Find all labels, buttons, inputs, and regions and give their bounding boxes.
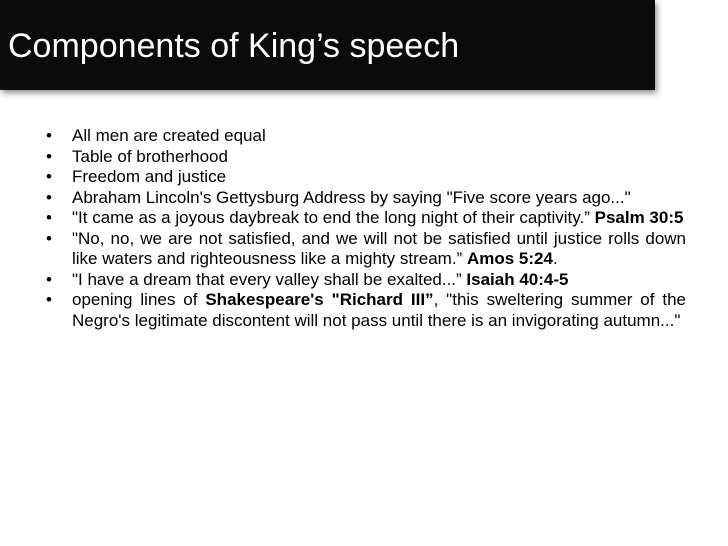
bullet-text: , "this sweltering summer of the Negro's legitimate discontent will not pass until there is an invigorating autumn..." <box>72 290 686 330</box>
slide-title: Components of King’s speech <box>8 27 460 65</box>
bullet-text: Abraham Lincoln's Gettysburg Address by saying "Five score years ago..." <box>72 187 631 207</box>
bullet-citation: Amos 5:24 <box>466 249 553 268</box>
bullet-item <box>46 188 686 209</box>
bullet-item <box>46 270 686 291</box>
bullet-item <box>46 167 686 188</box>
title-bar <box>0 0 655 90</box>
bullet-text: opening lines of <box>72 290 206 309</box>
bullet-text: Table of brotherhood <box>72 146 228 166</box>
bullet-list <box>46 126 686 331</box>
bullet-item <box>46 229 686 270</box>
bullet-text: All men are created equal <box>72 126 266 145</box>
bullet-text: Freedom and justice <box>72 167 227 186</box>
bullet-text: "It came as a joyous daybreak to end the long night of their captivity.” <box>72 208 595 227</box>
bullet-item <box>46 147 686 168</box>
bullet-item <box>46 126 686 147</box>
bullet-citation: Shakespeare's "Richard III” <box>205 290 434 309</box>
bullet-citation: Psalm 30:5 <box>594 208 684 227</box>
bullet-item <box>46 290 686 331</box>
bullet-item <box>46 208 686 229</box>
bullet-citation: Isaiah 40:4-5 <box>466 269 569 289</box>
bullet-text: "I have a dream that every valley shall be exalted...” <box>72 269 467 289</box>
bullet-text: . <box>552 249 558 268</box>
bullet-text: "No, no, we are not satisfied, and we will not be satisfied until justice rolls down like waters and righteousness like a mighty stream.” <box>72 228 686 268</box>
